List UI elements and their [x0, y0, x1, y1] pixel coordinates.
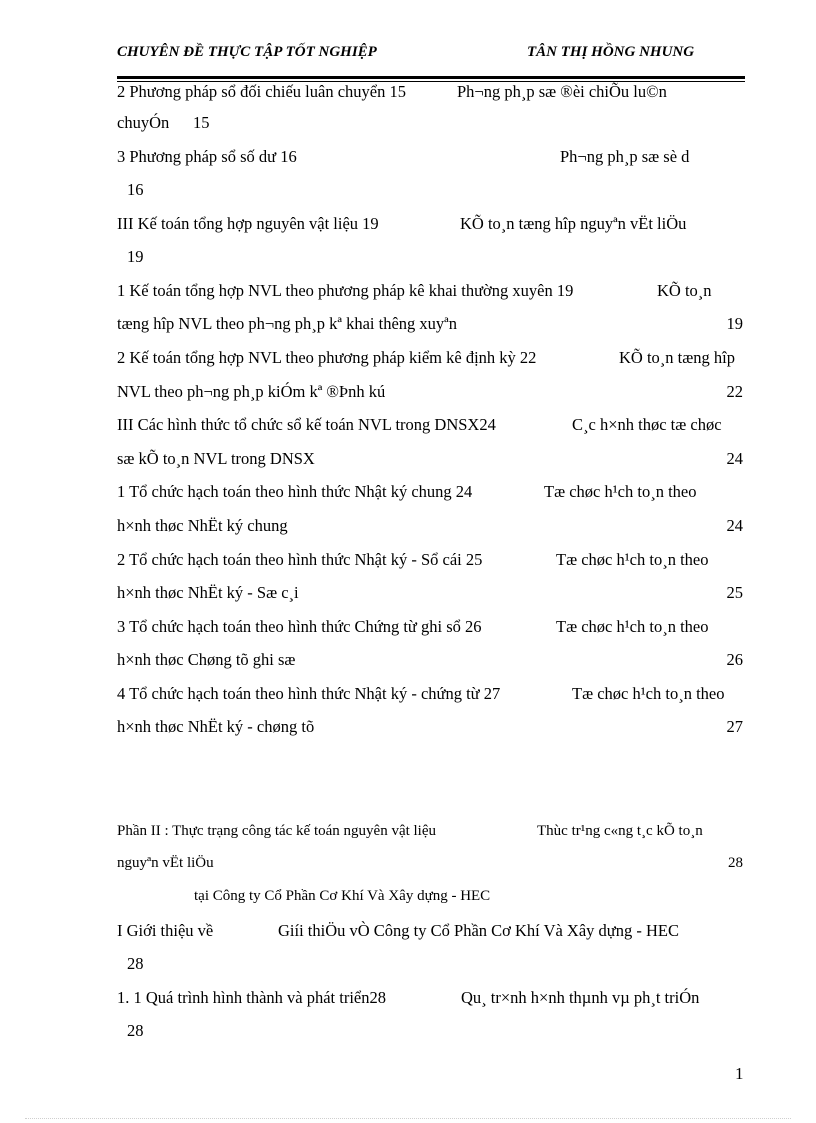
header-rule-thick: [117, 76, 745, 79]
toc-text: I Giới thiệu về: [117, 921, 214, 940]
toc-page: 28: [127, 1021, 144, 1040]
toc-garbled: Tæ chøc h¹ch to¸n theo: [544, 482, 697, 501]
toc-continuation: h×nh thøc NhËt ký chung: [117, 516, 288, 535]
toc-garbled: Ph¬ng ph¸p sæ ®èi chiÕu lu©n: [457, 82, 667, 101]
page-number: 1: [735, 1064, 744, 1083]
toc-line: [117, 615, 757, 645]
toc-text: 3 Tổ chức hạch toán theo hình thức Chứng từ ghi sổ 26: [117, 617, 482, 636]
toc-page: 24: [726, 449, 743, 468]
toc-page: 19: [127, 247, 144, 266]
toc-line: [117, 480, 757, 510]
toc-page: 25: [726, 583, 743, 602]
toc-subtitle: tại Công ty Cổ Phần Cơ Khí Và Xây dựng - HEC: [194, 888, 491, 904]
toc-line: [117, 548, 757, 578]
toc-line: [117, 682, 757, 712]
toc-line: [117, 884, 757, 914]
toc-garbled: Giíi thiÖu vÒ Công ty Cổ Phần Cơ Khí Và Xây dựng - HEC: [278, 921, 679, 940]
toc-text: 3 Phương pháp sổ số dư 16: [117, 147, 297, 166]
toc-garbled: Ph¬ng ph¸p sæ sè d: [560, 147, 690, 166]
toc-continuation: h×nh thøc NhËt ký - Sæ c¸i: [117, 583, 299, 602]
toc-text: 4 Tổ chức hạch toán theo hình thức Nhật ký - chứng từ 27: [117, 684, 501, 703]
toc-line: [117, 279, 757, 309]
toc-text: 2 Phương pháp sổ đối chiếu luân chuyển 15: [117, 82, 406, 101]
toc-continuation: sæ kÕ to¸n NVL trong DNSX: [117, 449, 315, 468]
toc-text: 2 Kế toán tổng hợp NVL theo phương pháp kiểm kê định kỳ 22: [117, 348, 537, 367]
toc-garbled: Tæ chøc h¹ch to¸n theo: [572, 684, 725, 703]
toc-line: [117, 851, 757, 881]
toc-page: 16: [127, 180, 144, 199]
toc-garbled: KÕ to¸n tæng hîp: [619, 348, 735, 367]
toc-line: [117, 581, 757, 611]
toc-garbled: Qu¸ tr×nh h×nh thµnh vµ ph¸t triÓn: [461, 988, 700, 1007]
toc-continuation: NVL theo ph¬ng ph¸p kiÓm kª ®Þnh kú: [117, 382, 386, 401]
toc-line: [117, 380, 757, 410]
toc-line: [117, 111, 757, 141]
toc-page: 19: [726, 314, 743, 333]
toc-garbled: KÕ to¸n: [657, 281, 712, 300]
header-author: TÂN THỊ HỒNG NHUNG: [527, 44, 695, 60]
toc-text: III Các hình thức tổ chức sổ kế toán NVL trong DNSX24: [117, 415, 496, 434]
toc-line: [117, 819, 757, 849]
toc-line: [117, 312, 757, 342]
toc-line: [117, 919, 757, 949]
toc-line: [117, 346, 757, 376]
toc-continuation: chuyÓn: [117, 113, 170, 132]
toc-line: [117, 447, 757, 477]
toc-line: [117, 413, 757, 443]
toc-line: [117, 986, 757, 1016]
toc-line: [117, 212, 757, 242]
toc-line: [117, 715, 757, 745]
toc-page: 28: [127, 954, 144, 973]
toc-continuation: nguyªn vËt liÖu: [117, 855, 214, 871]
toc-garbled: C¸c h×nh thøc tæ chøc: [572, 415, 722, 434]
toc-page: 15: [193, 113, 210, 132]
toc-page: 22: [726, 382, 743, 401]
page-bottom-border: [25, 1118, 791, 1119]
toc-line: [117, 648, 757, 678]
toc-page: 27: [726, 717, 743, 736]
toc-text: 1 Tổ chức hạch toán theo hình thức Nhật ký chung 24: [117, 482, 473, 501]
toc-text: 1 Kế toán tổng hợp NVL theo phương pháp kê khai thường xuyên 19: [117, 281, 574, 300]
toc-page: 24: [726, 516, 743, 535]
toc-text: 2 Tổ chức hạch toán theo hình thức Nhật ký - Sổ cái 25: [117, 550, 483, 569]
page-header: [117, 44, 743, 68]
toc-line: [117, 80, 757, 110]
toc-page: 26: [726, 650, 743, 669]
toc-line: [117, 145, 757, 175]
toc-text: III Kế toán tổng hợp nguyên vật liệu 19: [117, 214, 379, 233]
toc-garbled: Thùc tr¹ng c«ng t¸c kÕ to¸n: [537, 823, 703, 839]
toc-continuation: h×nh thøc NhËt ký - chøng tõ: [117, 717, 315, 736]
toc-page: 28: [728, 855, 743, 871]
toc-continuation: tæng hîp NVL theo ph¬ng ph¸p kª khai thêng xuyªn: [117, 314, 457, 333]
toc-garbled: KÕ to¸n tæng hîp nguyªn vËt liÖu: [460, 214, 687, 233]
toc-text: 1. 1 Quá trình hình thành và phát triển28: [117, 988, 386, 1007]
toc-continuation: h×nh thøc Chøng tõ ghi sæ: [117, 650, 296, 669]
toc-garbled: Tæ chøc h¹ch to¸n theo: [556, 550, 709, 569]
toc-line: [117, 514, 757, 544]
toc-text: Phần II : Thực trạng công tác kế toán nguyên vật liệu: [117, 823, 437, 839]
header-title: CHUYÊN ĐỀ THỰC TẬP TỐT NGHIỆP: [117, 44, 377, 60]
toc-garbled: Tæ chøc h¹ch to¸n theo: [556, 617, 709, 636]
